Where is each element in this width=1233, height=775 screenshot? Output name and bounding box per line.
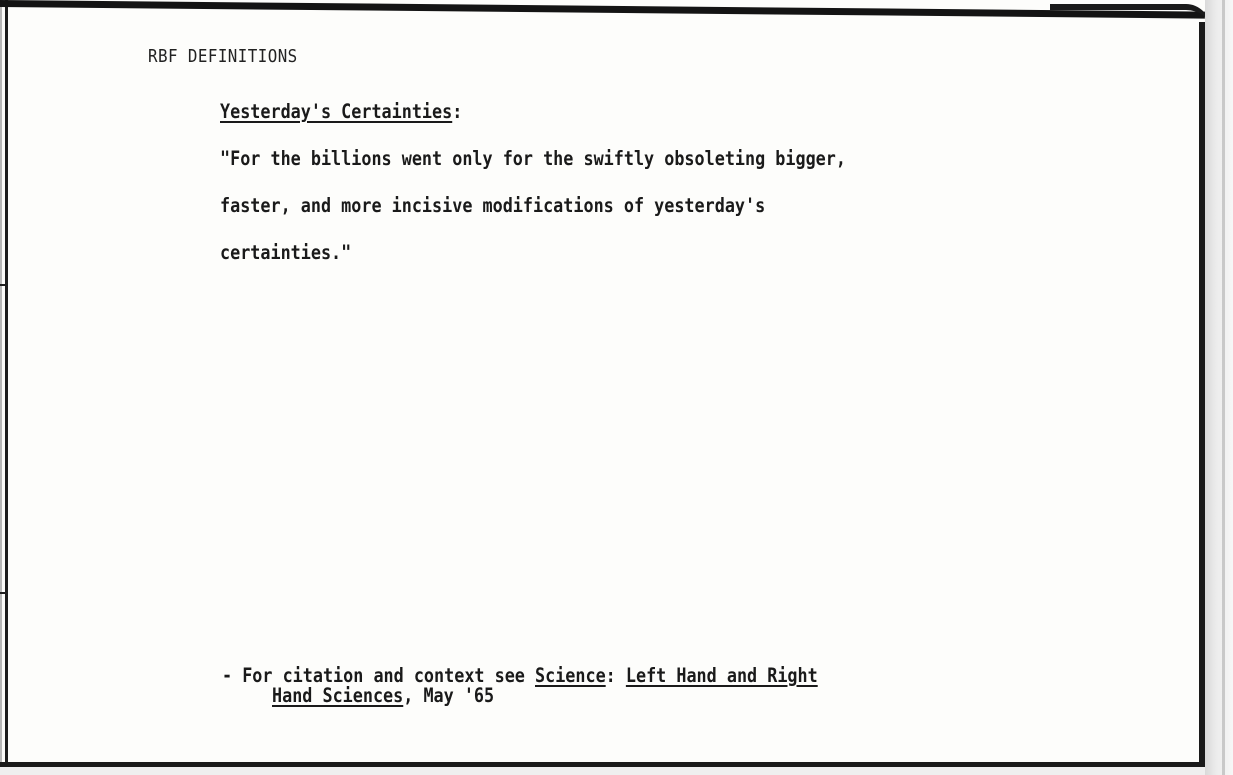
citation-source: Science	[534, 664, 606, 687]
page-heading: RBF DEFINITIONS	[148, 46, 298, 67]
card-top-right-corner	[1050, 4, 1210, 28]
citation-title-part-2: Hand Sciences	[272, 684, 404, 707]
card-bottom-shade	[0, 767, 1205, 775]
card-left-edge-shadow	[0, 0, 2, 775]
citation-title-part-1: Left Hand and Right	[625, 664, 818, 687]
quote-line-2: faster, and more incisive modifications of yesterday's	[220, 194, 766, 217]
quote-line-1: "For the billions went only for the swiftly obsoleting bigger,	[220, 147, 846, 170]
citation-prefix: - For citation and context see	[222, 664, 535, 687]
card-edge-tick	[0, 284, 7, 286]
definition-term-title: Yesterday's Certainties	[220, 100, 453, 123]
quote-line-3: certainties."	[220, 241, 352, 264]
card-right-border	[1199, 22, 1205, 775]
card-left-border	[5, 0, 8, 775]
card-top-border	[0, 0, 1205, 19]
card-right-shadow	[1205, 0, 1233, 775]
card-edge-tick	[0, 592, 7, 594]
citation-date: , May '65	[403, 684, 495, 707]
card-right-shadow-strip	[1222, 0, 1225, 775]
citation-separator: :	[605, 664, 626, 687]
definition-term-colon: :	[452, 100, 463, 123]
definition-term	[220, 100, 462, 123]
citation-line-2	[272, 684, 494, 707]
